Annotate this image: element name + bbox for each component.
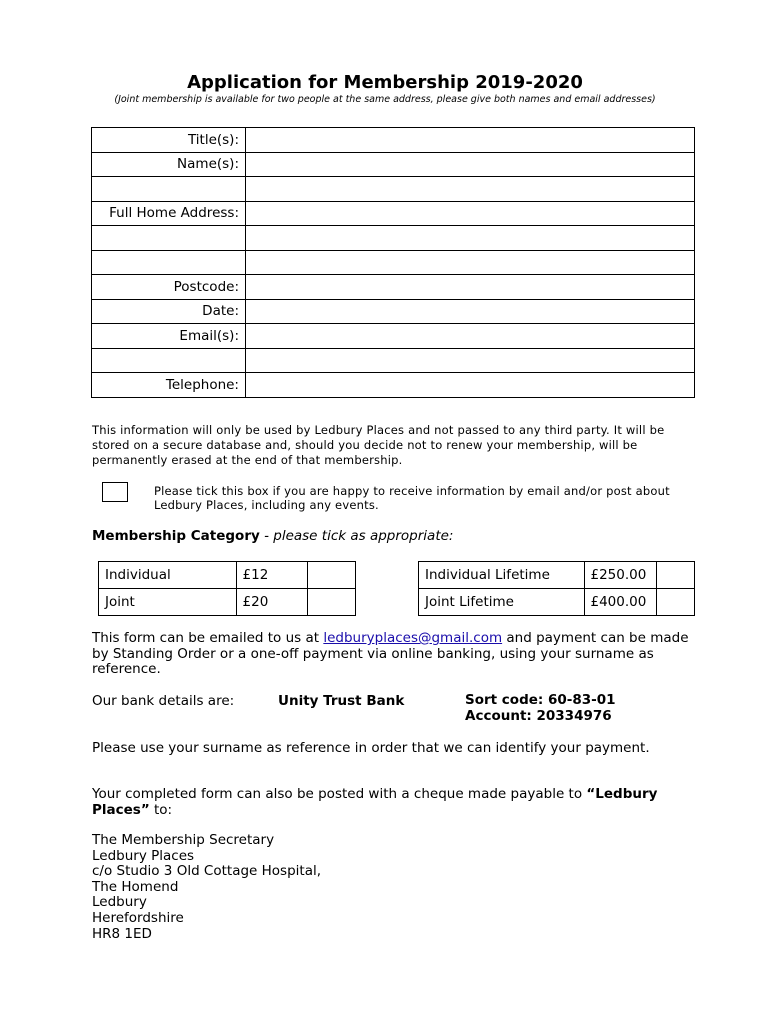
form-field-input[interactable] xyxy=(246,348,695,373)
bank-label: Our bank details are: xyxy=(92,693,235,709)
membership-category-heading xyxy=(92,528,453,544)
cheque-text-after: to: xyxy=(149,801,173,818)
sort-code: Sort code: 60-83-01 xyxy=(465,692,616,708)
category-tick-cell[interactable] xyxy=(657,589,695,616)
address-line: Ledbury Places xyxy=(92,847,195,864)
postal-address xyxy=(92,833,321,942)
form-field-label: Telephone: xyxy=(92,373,246,398)
category-name: Individual xyxy=(99,562,237,589)
form-field-label xyxy=(92,250,246,275)
cheque-text-before: Your completed form can also be posted with a cheque made payable to xyxy=(92,786,587,802)
category-row xyxy=(99,589,356,616)
form-field-label xyxy=(92,348,246,373)
form-field-input[interactable] xyxy=(246,152,695,177)
address-line: The Membership Secretary xyxy=(92,832,275,848)
category-name: Joint Lifetime xyxy=(419,589,585,616)
category-heading: Membership Category xyxy=(92,528,260,544)
form-field-input[interactable] xyxy=(246,128,695,153)
page-title: Application for Membership 2019-2020 xyxy=(187,72,583,93)
form-row xyxy=(92,128,695,153)
category-price: £12 xyxy=(236,562,308,589)
form-row xyxy=(92,226,695,251)
form-field-label: Email(s): xyxy=(92,324,246,349)
form-field-input[interactable] xyxy=(246,201,695,226)
address-line: Herefordshire xyxy=(92,909,184,926)
reference-note: Please use your surname as reference in order that we can identify your payment. xyxy=(92,740,650,756)
form-field-label: Full Home Address: xyxy=(92,201,246,226)
form-field-label: Postcode: xyxy=(92,275,246,300)
form-field-input[interactable] xyxy=(246,177,695,202)
form-row xyxy=(92,373,695,398)
account-number: Account: 20334976 xyxy=(465,707,612,724)
form-row xyxy=(92,250,695,275)
form-field-input[interactable] xyxy=(246,299,695,324)
category-name: Joint xyxy=(99,589,237,616)
form-row xyxy=(92,201,695,226)
form-row xyxy=(92,348,695,373)
category-price: £250.00 xyxy=(584,562,657,589)
category-name: Individual Lifetime xyxy=(419,562,585,589)
page-subtitle: (Joint membership is available for two people at the same address, please give both names and email addresses) xyxy=(114,94,656,105)
address-line: The Homend xyxy=(92,878,179,895)
address-line: Ledbury xyxy=(92,894,147,911)
form-field-input[interactable] xyxy=(246,226,695,251)
form-field-label xyxy=(92,177,246,202)
form-field-input[interactable] xyxy=(246,250,695,275)
bank-codes xyxy=(465,693,616,724)
membership-form-table xyxy=(91,127,695,398)
form-field-input[interactable] xyxy=(246,275,695,300)
category-row xyxy=(419,562,695,589)
form-field-label xyxy=(92,226,246,251)
category-tick-cell[interactable] xyxy=(657,562,695,589)
email-link[interactable]: ledburyplaces@gmail.com xyxy=(323,630,503,646)
form-row xyxy=(92,324,695,349)
email-instructions xyxy=(92,631,692,678)
category-price: £20 xyxy=(236,589,308,616)
category-price: £400.00 xyxy=(584,589,657,616)
address-line: c/o Studio 3 Old Cottage Hospital, xyxy=(92,863,322,880)
form-field-input[interactable] xyxy=(246,373,695,398)
form-row xyxy=(92,275,695,300)
email-text-before: This form can be emailed to us at xyxy=(92,630,324,646)
email-text-after: and payment can be made by Standing Order or a one-off payment via online banking, using your surname as reference. xyxy=(92,630,689,678)
cheque-payee: “Ledbury Places” xyxy=(92,786,658,818)
form-field-label: Title(s): xyxy=(92,128,246,153)
category-table-annual xyxy=(98,561,356,616)
cheque-instructions xyxy=(92,787,692,818)
address-line: HR8 1ED xyxy=(92,925,152,942)
category-tick-cell[interactable] xyxy=(308,562,356,589)
category-tick-cell[interactable] xyxy=(308,589,356,616)
form-field-label: Name(s): xyxy=(92,152,246,177)
form-row xyxy=(92,177,695,202)
category-table-lifetime xyxy=(418,561,695,616)
form-field-input[interactable] xyxy=(246,324,695,349)
consent-checkbox[interactable] xyxy=(102,482,128,502)
category-row xyxy=(99,562,356,589)
consent-text: Please tick this box if you are happy to receive information by email and/or post about Ledbury Places, including any events. xyxy=(154,484,670,512)
category-row xyxy=(419,589,695,616)
privacy-notice: This information will only be used by Ledbury Places and not passed to any third party. It will be stored on a secure database and, should you decide not to renew your membership, will be permanently erased at the end of that membership. xyxy=(92,423,665,467)
category-hint: - please tick as appropriate: xyxy=(259,528,454,544)
form-field-label: Date: xyxy=(92,299,246,324)
bank-name: Unity Trust Bank xyxy=(278,693,405,709)
form-row xyxy=(92,152,695,177)
form-row xyxy=(92,299,695,324)
